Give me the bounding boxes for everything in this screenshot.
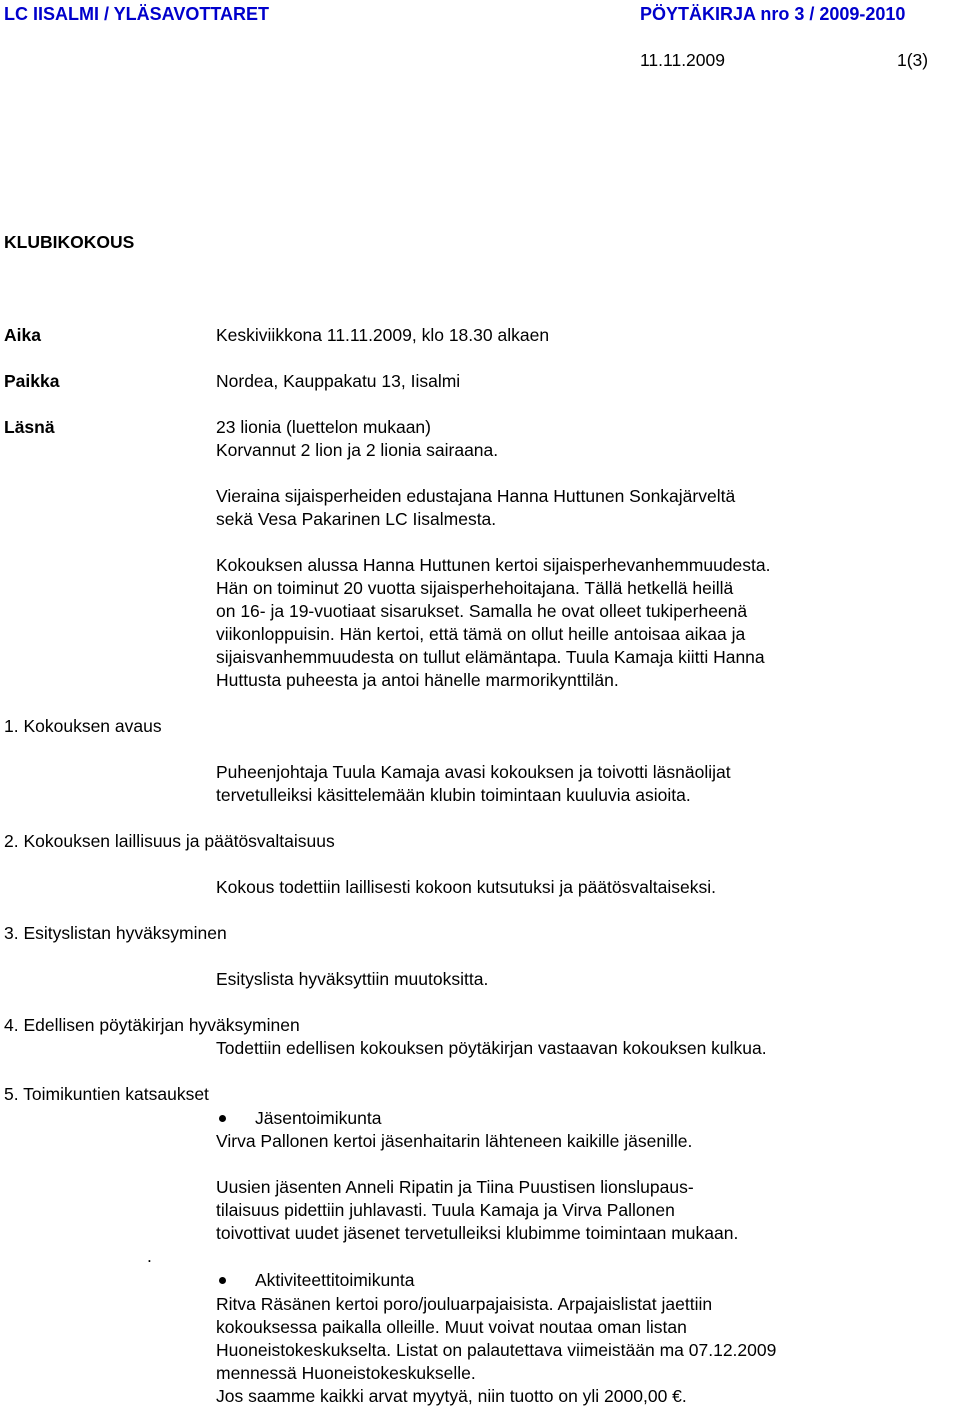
story-line: viikonloppuisin. Hän kertoi, että tämä on ollut heille antoisaa aikaa ja	[216, 624, 746, 644]
document-date: 11.11.2009	[640, 50, 725, 70]
story-line: sijaisvanhemmuudesta on tullut elämäntapa. Tuula Kamaja kiitti Hanna	[216, 647, 765, 667]
guests-line: Vieraina sijaisperheiden edustajana Hanna Huttunen Sonkajärveltä	[216, 486, 736, 506]
story-line: Huttusta puheesta ja antoi hänelle marmorikynttilän.	[216, 670, 619, 690]
jasentoimikunta-title: Jäsentoimikunta	[255, 1108, 382, 1128]
section-3-title: 3. Esityslistan hyväksyminen	[4, 923, 227, 943]
lasna-line: Korvannut 2 lion ja 2 lionia sairaana.	[216, 440, 499, 460]
story-line: on 16- ja 19-vuotiaat sisarukset. Samalla he ovat olleet tukiperheenä	[216, 601, 748, 621]
bullet-icon	[219, 1277, 226, 1284]
new-members-line: Uusien jäsenten Anneli Ripatin ja Tiina Puustisen lionslupaus-	[216, 1177, 694, 1197]
section-1-line: Puheenjohtaja Tuula Kamaja avasi kokouksen ja toivotti läsnäolijat	[216, 762, 731, 782]
lasna-label: Läsnä	[4, 417, 55, 437]
section-2-text: Kokous todettiin laillisesti kokoon kutsutuksi ja päätösvaltaiseksi.	[216, 877, 716, 897]
section-4-text: Todettiin edellisen kokouksen pöytäkirjan vastaavan kokouksen kulkua.	[216, 1038, 767, 1058]
guests-line: sekä Vesa Pakarinen LC Iisalmesta.	[216, 509, 497, 529]
section-1-line: tervetulleiksi käsittelemään klubin toimintaan kuuluvia asioita.	[216, 785, 691, 805]
new-members-line: tilaisuus pidettiin juhlavasti. Tuula Kamaja ja Virva Pallonen	[216, 1200, 675, 1220]
aika-label: Aika	[4, 325, 41, 345]
section-4-title: 4. Edellisen pöytäkirjan hyväksyminen	[4, 1015, 300, 1035]
document-title: PÖYTÄKIRJA nro 3 / 2009-2010	[640, 4, 906, 24]
paikka-label: Paikka	[4, 371, 60, 391]
aktiviteetti-line: Ritva Räsänen kertoi poro/jouluarpajaisista. Arpajaislistat jaettiin	[216, 1294, 713, 1314]
aktiviteetti-line: Huoneistokeskukselta. Listat on palautettava viimeistään ma 07.12.2009	[216, 1340, 777, 1360]
section-1-title: 1. Kokouksen avaus	[4, 716, 162, 736]
page-title: KLUBIKOKOUS	[4, 232, 135, 252]
aika-value: Keskiviikkona 11.11.2009, klo 18.30 alkaen	[216, 325, 550, 345]
bullet-icon	[219, 1115, 226, 1122]
new-members-line: toivottivat uudet jäsenet tervetulleiksi klubimme toimintaan mukaan.	[216, 1223, 739, 1243]
story-line: Kokouksen alussa Hanna Huttunen kertoi sijaisperhevanhemmuudesta.	[216, 555, 771, 575]
stray-dot: .	[147, 1246, 152, 1266]
aktiviteetti-line: Jos saamme kaikki arvat myytyä, niin tuotto on yli 2000,00 €.	[216, 1386, 687, 1406]
section-2-title: 2. Kokouksen laillisuus ja päätösvaltaisuus	[4, 831, 335, 851]
section-3-text: Esityslista hyväksyttiin muutoksitta.	[216, 969, 489, 989]
aktiviteetti-line: kokouksessa paikalla olleille. Muut voivat noutaa oman listan	[216, 1317, 687, 1337]
lasna-line: 23 lionia (luettelon mukaan)	[216, 417, 431, 437]
aktiviteetti-line: mennessä Huoneistokeskukselle.	[216, 1363, 476, 1383]
page-number: 1(3)	[897, 50, 929, 70]
club-name: LC IISALMI / YLÄSAVOTTARET	[4, 4, 269, 24]
section-5-title: 5. Toimikuntien katsaukset	[4, 1084, 209, 1104]
jasentoimikunta-line: Virva Pallonen kertoi jäsenhaitarin lähteneen kaikille jäsenille.	[216, 1131, 693, 1151]
story-line: Hän on toiminut 20 vuotta sijaisperhehoitajana. Tällä hetkellä heillä	[216, 578, 734, 598]
aktiviteettitoimikunta-title: Aktiviteettitoimikunta	[255, 1270, 415, 1290]
paikka-value: Nordea, Kauppakatu 13, Iisalmi	[216, 371, 461, 391]
